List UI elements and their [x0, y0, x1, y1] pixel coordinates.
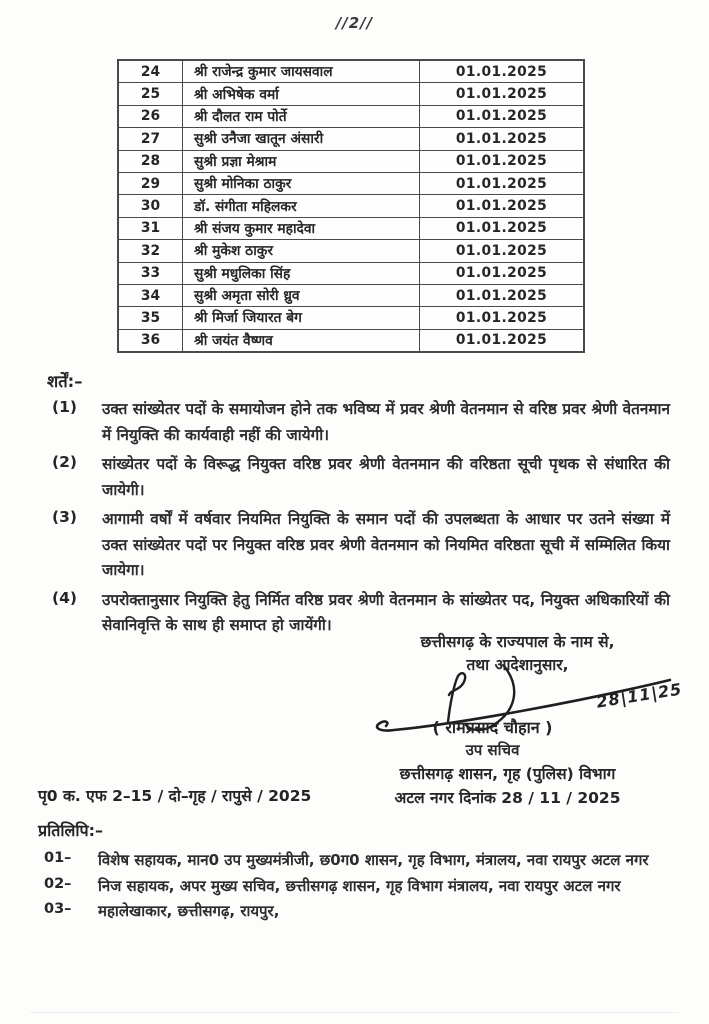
distribution-number: 03–	[44, 901, 72, 917]
effective-date-cell: 01.01.2025	[455, 86, 548, 103]
effective-date-cell: 01.01.2025	[455, 309, 548, 326]
table-row	[119, 285, 583, 307]
term-number: (4)	[52, 588, 77, 607]
signature-authority-line: छत्तीसगढ़ के राज्यपाल के नाम से,	[420, 633, 615, 651]
serial-number-cell: 32	[119, 240, 183, 261]
officer-name-cell: सुश्री मधुलिका सिंह	[183, 263, 420, 284]
distribution-text: महालेखाकार, छत्तीसगढ़, रायपुर,	[98, 902, 280, 920]
officer-name-cell: श्री जयंत वैष्णव	[183, 330, 420, 351]
serial-number-cell: 34	[119, 285, 183, 306]
effective-date-cell: 01.01.2025	[455, 108, 548, 125]
table-row	[119, 106, 583, 128]
term-number: (2)	[52, 453, 77, 471]
officer-name-cell: सुश्री अमृता सोरी ध्रुव	[183, 285, 420, 306]
table-row	[119, 240, 583, 262]
effective-date-cell: 01.01.2025	[455, 287, 548, 304]
distribution-item	[44, 875, 696, 898]
distribution-text: विशेष सहायक, मान0 उप मुख्यमंत्रीजी, छ0ग0 शासन, गृह विभाग, मंत्रालय, नवा रायपुर अटल नगर	[98, 851, 649, 869]
officer-name-cell: श्री राजेन्द्र कुमार जायसवाल	[183, 61, 420, 82]
officer-name-cell: श्री मिर्जा जियारत बेग	[183, 307, 420, 328]
distribution-list	[44, 849, 696, 926]
officer-name-cell: श्री संजय कुमार महादेवा	[183, 218, 420, 239]
serial-number-cell: 24	[119, 61, 183, 82]
distribution-number: 02–	[44, 875, 72, 892]
effective-date-cell: 01.01.2025	[455, 265, 548, 282]
table-row	[119, 61, 583, 83]
table-row	[119, 195, 583, 217]
signatory-name: ( रामप्रसाद चौहान )	[432, 718, 553, 737]
effective-date-cell: 01.01.2025	[455, 220, 548, 237]
term-text: सांख्येतर पदों के विरूद्ध नियुक्त वरिष्ठ प्रवर श्रेणी वेतनमान की वरिष्ठता सूची पृथक से संधारित की जायेगी।	[102, 455, 670, 499]
distribution-item	[44, 849, 696, 872]
effective-date-cell: 01.01.2025	[455, 332, 548, 349]
term-text: उक्त सांख्येतर पदों के समायोजन होने तक भविष्य में प्रवर श्रेणी वेतनमान से वरिष्ठ प्रवर श्रेणी वेतनमान में नियुक्ति की कार्यवाही नहीं की जायेगी।	[102, 400, 670, 444]
appointee-table	[117, 59, 585, 353]
effective-date-cell: 01.01.2025	[455, 175, 548, 192]
serial-number-cell: 29	[119, 173, 183, 194]
table-row	[119, 128, 583, 150]
place-and-date: अटल नगर दिनांक 28 / 11 / 2025	[394, 789, 621, 807]
officer-name-cell: श्री दौलत राम पोर्ते	[183, 106, 420, 127]
effective-date-cell: 01.01.2025	[455, 153, 548, 170]
officer-name-cell: सुश्री उनैजा खातून अंसारी	[183, 128, 420, 149]
distribution-item	[44, 900, 696, 923]
distribution-number: 01–	[44, 850, 72, 866]
term-item	[52, 507, 670, 584]
effective-date-cell: 01.01.2025	[455, 198, 548, 215]
table-row	[119, 330, 583, 351]
officer-name-cell: डॉ. संगीता महिलकर	[183, 195, 420, 216]
table-row	[119, 218, 583, 240]
effective-date-cell: 01.01.2025	[455, 63, 548, 80]
officer-name-cell: श्री मुकेश ठाकुर	[183, 240, 420, 261]
serial-number-cell: 28	[119, 151, 183, 172]
serial-number-cell: 36	[119, 330, 183, 351]
term-number: (1)	[52, 398, 77, 416]
serial-number-cell: 26	[119, 106, 183, 127]
effective-date-cell: 01.01.2025	[455, 130, 548, 147]
signatory-designation: उप सचिव	[465, 741, 520, 759]
distribution-text: निज सहायक, अपर मुख्य सचिव, छत्तीसगढ़ शासन, गृह विभाग मंत्रालय, नवा रायपुर अटल नगर	[98, 876, 621, 895]
term-text: उपरोक्तानुसार नियुक्ति हेतु निर्मित वरिष्ठ प्रवर श्रेणी वेतनमान के सांख्येतर पद, नियुक्त अधिकारियों की सेवानिवृत्ति के साथ ही समाप्त हो जायेंगी।	[102, 590, 670, 634]
signature-order-line: तथा आदेशानुसार,	[466, 656, 569, 674]
term-number: (3)	[52, 508, 77, 526]
term-item	[52, 397, 670, 448]
serial-number-cell: 33	[119, 263, 183, 284]
reference-number: पृ0 क. एफ 2–15 / दो–गृह / रापुसे / 2025	[38, 787, 312, 805]
table-row	[119, 151, 583, 173]
terms-list	[52, 397, 670, 643]
serial-number-cell: 27	[119, 128, 183, 149]
effective-date-cell: 01.01.2025	[455, 242, 548, 259]
serial-number-cell: 30	[119, 195, 183, 216]
table-row	[119, 307, 583, 329]
officer-name-cell: श्री अभिषेक वर्मा	[183, 83, 420, 104]
officer-name-cell: सुश्री मोनिका ठाकुर	[183, 173, 420, 194]
handwritten-date: 28|11|25	[595, 679, 684, 712]
term-item	[52, 452, 670, 503]
signatory-department: छत्तीसगढ़ शासन, गृह (पुलिस) विभाग	[399, 765, 616, 783]
terms-heading: शर्तें:–	[47, 372, 83, 391]
page-number: //2//	[335, 14, 374, 32]
table-row	[119, 173, 583, 195]
copies-heading: प्रतिलिपि:–	[38, 821, 103, 840]
term-text: आगामी वर्षों में वर्षवार नियमित नियुक्ति के समान पदों की उपलब्धता के आधार पर उतने संख्या में उक्त सांख्येतर पदों पर नियुक्त वरिष्ठ प्रवर श्रेणी वेतनमान को नियमित वरिष्ठता सूची में सम्मिलित किया जायेगा।	[102, 510, 670, 579]
serial-number-cell: 31	[119, 218, 183, 239]
scan-artifact-line	[30, 1012, 679, 1013]
serial-number-cell: 35	[119, 307, 183, 328]
table-row	[119, 263, 583, 285]
officer-name-cell: सुश्री प्रज्ञा मेश्राम	[183, 151, 420, 172]
serial-number-cell: 25	[119, 83, 183, 104]
table-row	[119, 83, 583, 105]
